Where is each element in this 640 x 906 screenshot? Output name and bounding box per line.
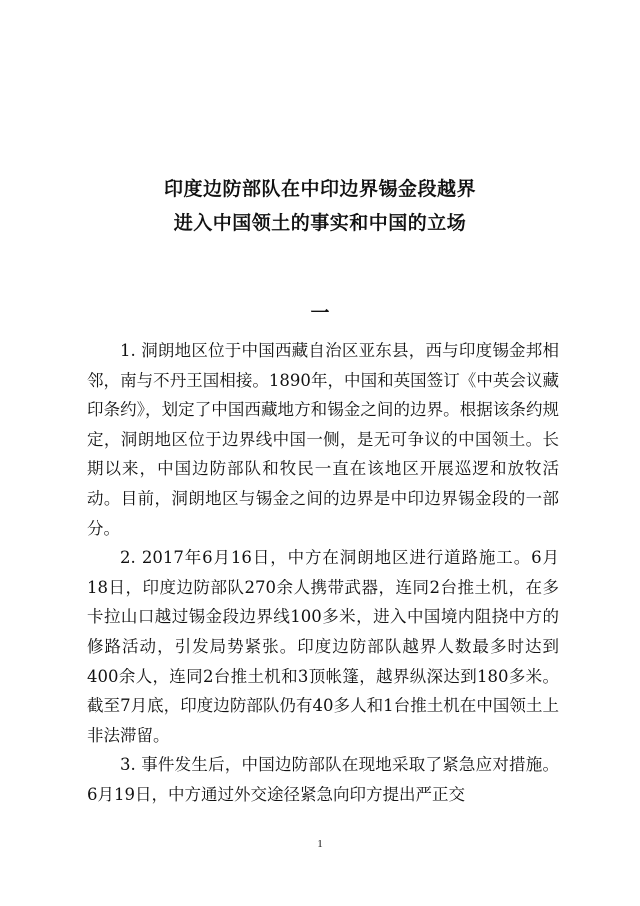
document-title-line-1: 印度边防部队在中印边界锡金段越界 [163,178,476,200]
section-marker: 一 [310,302,330,324]
paragraph-2: 2. 2017年6月16日，中方在洞朗地区进行道路施工。6月18日，印度边防部队270余人携带武器，连同2台推土机，在多卡拉山口越过锡金段边界线100多米，进入中国境内阻挠中方的修路活动，引发局势紧张。印度边防部队越界人数最多时达到400余人，连同2台推土机和3顶帐篷，越界纵深达到180多米。截至7月底，印度边防部队仍有40多人和1台推土机在中国领土上非法滞留。 [87,548,559,745]
paragraph-1: 1. 洞朗地区位于中国西藏自治区亚东县，西与印度锡金邦相邻，南与不丹王国相接。1890年，中国和英国签订《中英会议藏印条约》，划定了中国西藏地方和锡金之间的边界。根据该条约规定，洞朗地区位于边界线中国一侧，是无可争议的中国领土。长期以来，中国边防部队和牧民一直在该地区开展巡逻和放牧活动。目前，洞朗地区与锡金之间的边界是中印边界锡金段的一部分。 [87,341,559,538]
page-number: 1 [317,838,323,850]
document-title-line-2: 进入中国领土的事实和中国的立场 [173,212,467,234]
document-body [87,336,559,810]
paragraph-3: 3. 事件发生后，中国边防部队在现地采取了紧急应对措施。6月19日，中方通过外交途径紧急向印方提出严正交 [87,755,559,804]
